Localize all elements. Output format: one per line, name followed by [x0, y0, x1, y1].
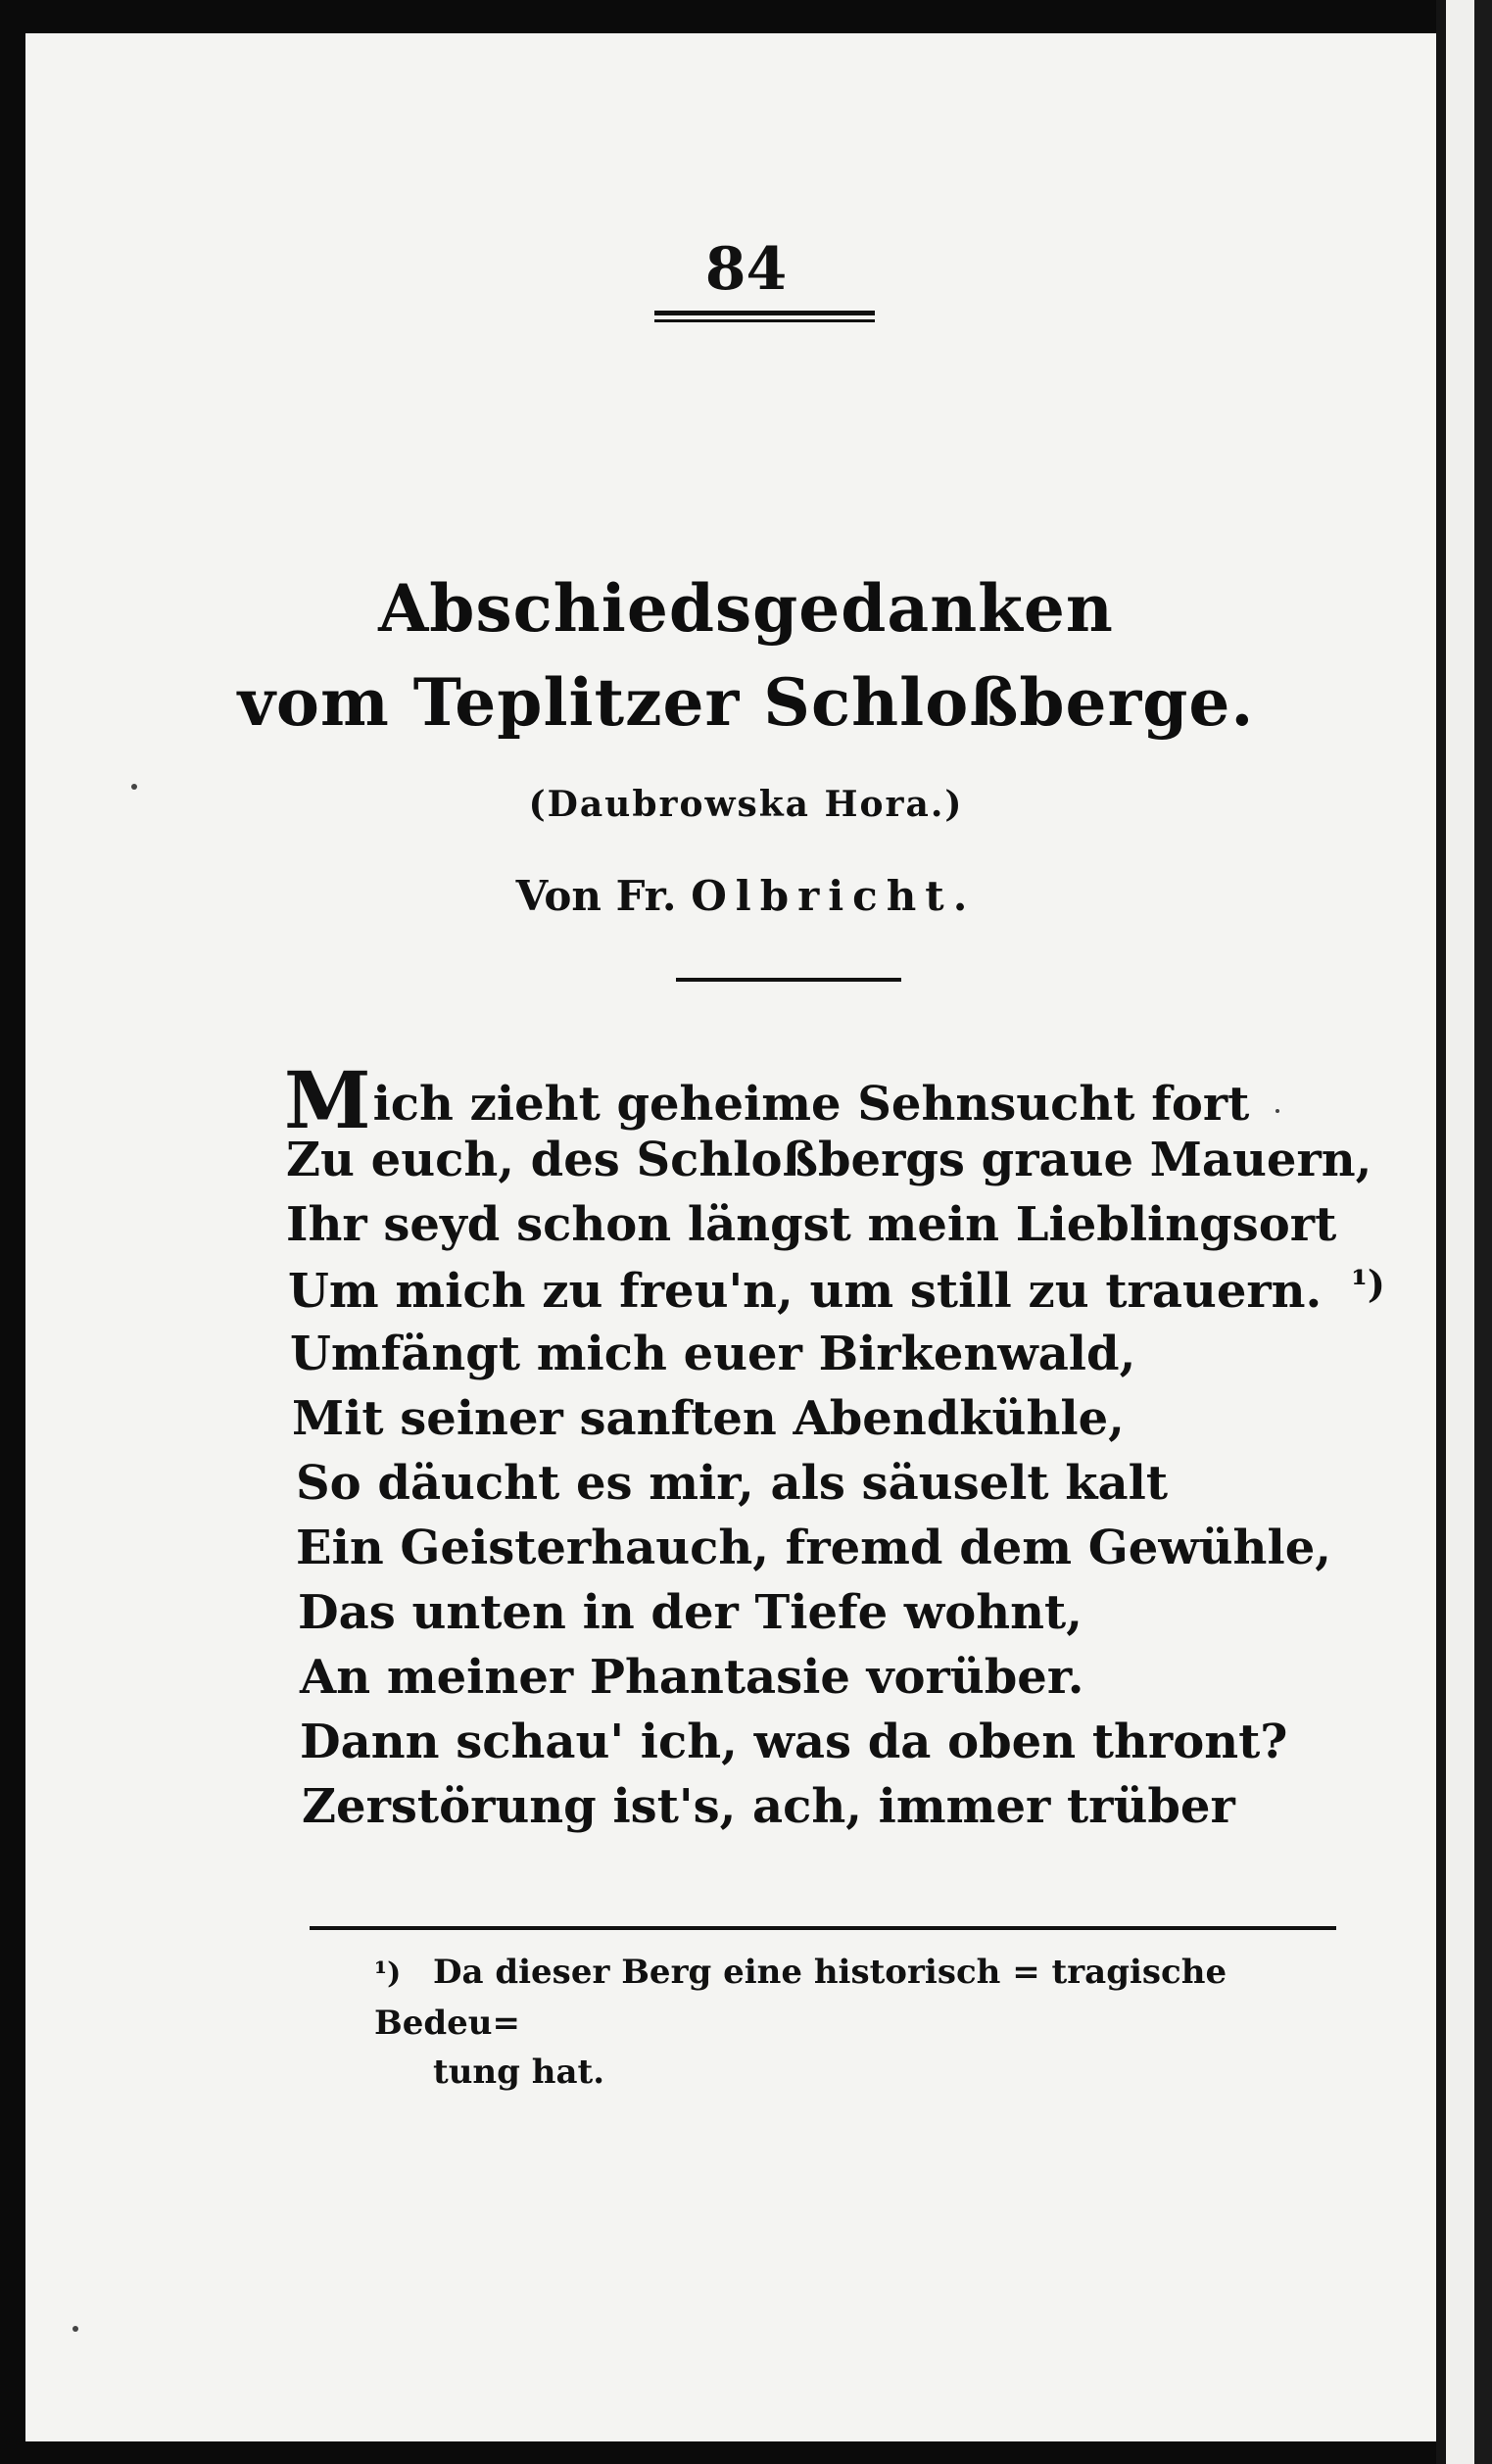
author-line — [0, 872, 1492, 920]
scan-edge — [1474, 0, 1492, 2464]
footnote-reference: ¹) — [1351, 1262, 1385, 1306]
poem-line: Um mich zu freu'n, um still zu trauern. $^{^1)}$ — [288, 1262, 1385, 1319]
page-number: 84 — [704, 235, 788, 304]
page-border-rule — [1436, 0, 1446, 2464]
scan-speck — [72, 2326, 78, 2332]
scan-speck — [131, 784, 137, 790]
poem-line: Mit seiner sanften Abendkühle, — [292, 1391, 1125, 1446]
poem-line: Das unten in der Tiefe wohnt, — [298, 1585, 1083, 1640]
poem-line: Mich zieht geheime Sehnsucht fort — [284, 1054, 1250, 1146]
scan-speck — [1275, 1109, 1279, 1113]
poem-line: So däucht es mir, als säuselt kalt — [296, 1456, 1169, 1511]
footnote-number: ¹) — [374, 1957, 402, 1991]
title-line-2: vom Teplitzer Schloßberge. — [237, 664, 1255, 741]
title-line-1: Abschiedsgedanken — [378, 570, 1114, 647]
poem-line: Zu euch, des Schloßbergs graue Mauern, — [286, 1133, 1372, 1187]
subtitle: (Daubrowska Hora.) — [528, 784, 964, 825]
footnote-text-2: tung hat. — [433, 2053, 605, 2092]
footnote — [374, 1948, 1354, 2097]
poem-line: Umfängt mich euer Birkenwald, — [290, 1327, 1136, 1381]
poem-line: Ein Geisterhauch, fremd dem Gewühle, — [296, 1521, 1331, 1575]
footnote-rule — [310, 1926, 1336, 1930]
footnote-text-1: Da dieser Berg eine historisch = tragische Bedeu= — [374, 1953, 1227, 2043]
author-name: Olbricht. — [691, 872, 977, 920]
poem-line: Zerstörung ist's, ach, immer trüber — [302, 1779, 1235, 1834]
poem-line: An meiner Phantasie vorüber. — [300, 1650, 1084, 1705]
poem-line: Dann schau' ich, was da oben thront? — [300, 1715, 1288, 1769]
page-number-rule — [654, 311, 875, 322]
drop-initial: M — [284, 1054, 371, 1146]
author-prefix: Von Fr. — [515, 872, 677, 920]
poem-line: Ihr seyd schon längst mein Lieblingsort — [286, 1197, 1337, 1252]
author-rule — [676, 978, 901, 982]
